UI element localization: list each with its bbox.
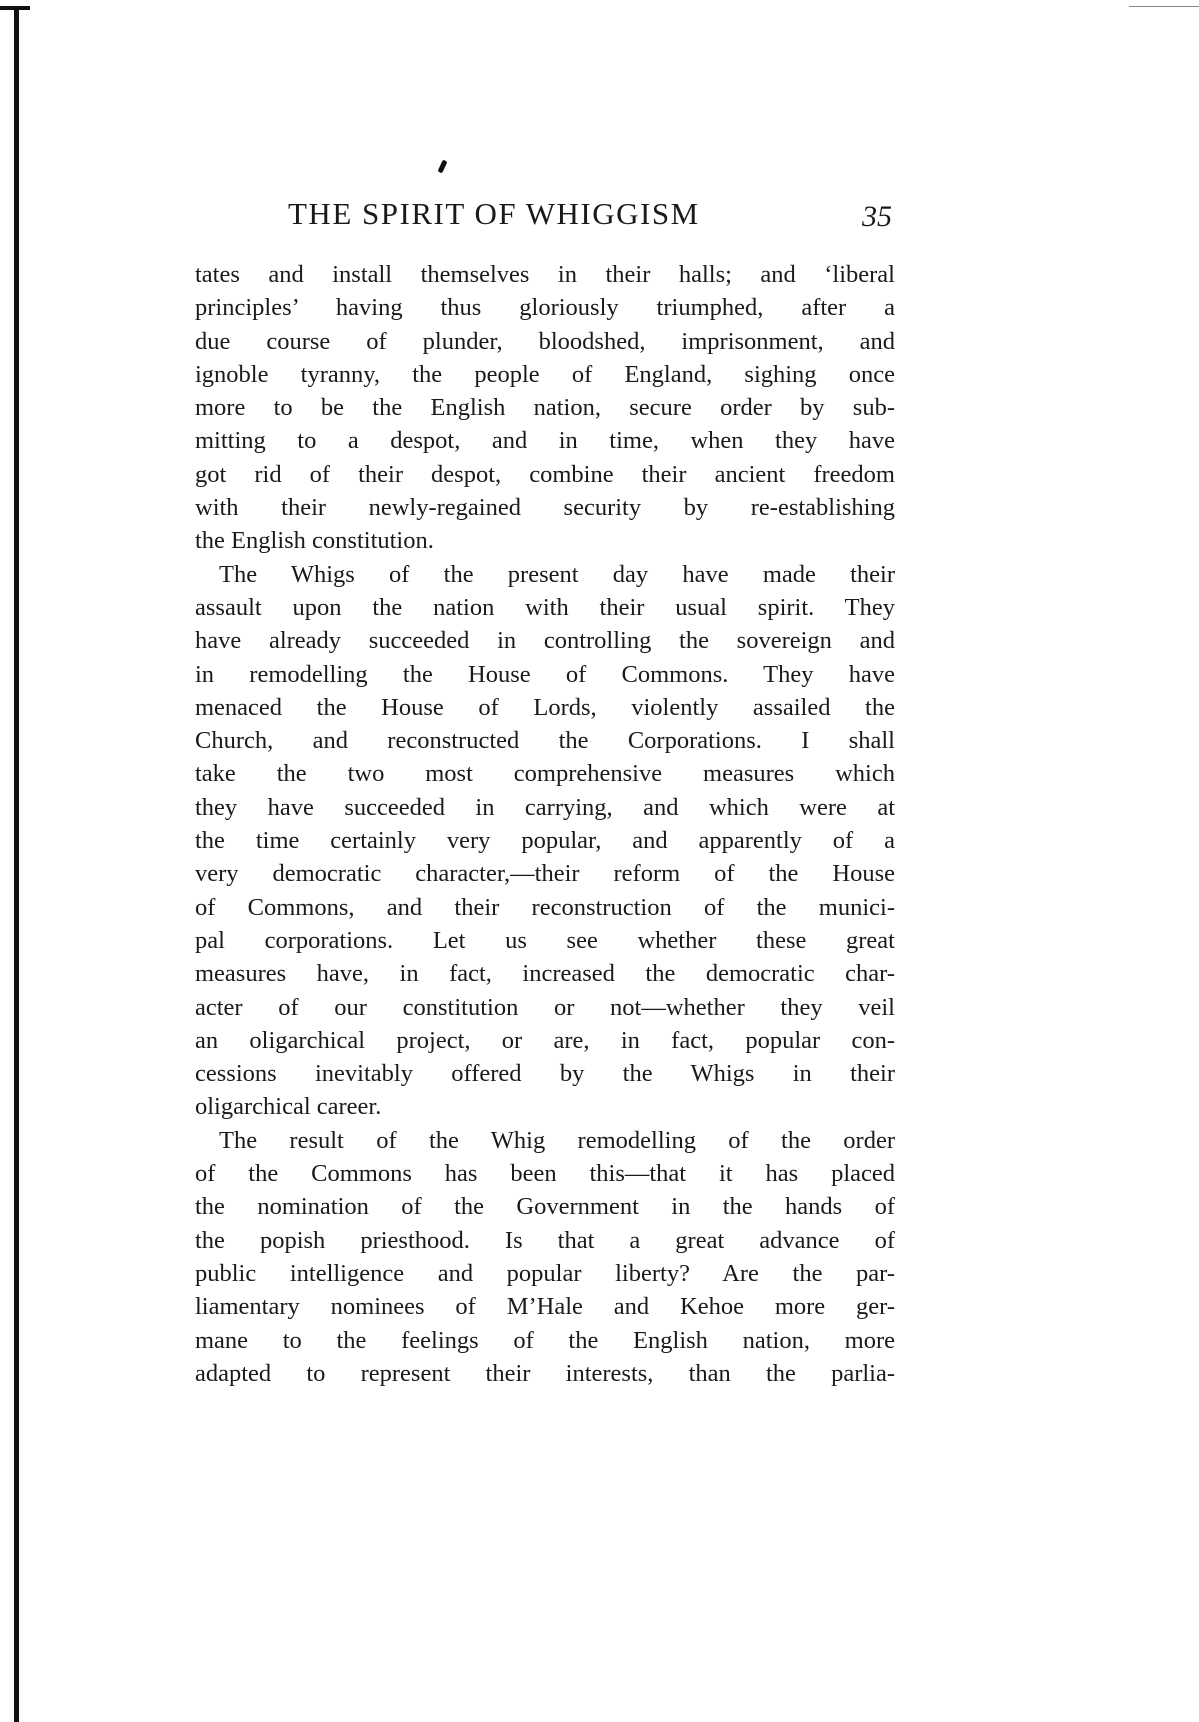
text-line: Church, and reconstructed the Corporations. I shall bbox=[195, 727, 895, 755]
text-line: with their newly-regained security by re-establishing bbox=[195, 494, 895, 522]
text-line: of Commons, and their reconstruction of the munici- bbox=[195, 893, 895, 921]
page-number: 35 bbox=[862, 200, 892, 233]
text-line: ignoble tyranny, the people of England, sighing once bbox=[195, 360, 895, 388]
text-line: tates and install themselves in their halls; and ‘liberal bbox=[195, 261, 895, 288]
text-line: liamentary nominees of M’Hale and Kehoe more ger- bbox=[195, 1293, 895, 1321]
scan-edge-line bbox=[1129, 6, 1199, 7]
body-text bbox=[195, 258, 895, 1390]
text-line: The result of the Whig remodelling of the order bbox=[219, 1126, 895, 1154]
running-header: THE SPIRIT OF WHIGGISM bbox=[288, 196, 700, 231]
text-line: very democratic character,—their reform of the House bbox=[195, 860, 895, 888]
text-line: take the two most comprehensive measures which bbox=[195, 760, 895, 788]
text-line: in remodelling the House of Commons. They have bbox=[195, 660, 895, 688]
text-line: more to be the English nation, secure order by sub- bbox=[195, 394, 895, 422]
binding-edge-top bbox=[0, 6, 30, 10]
ink-mark bbox=[437, 160, 447, 174]
text-line: they have succeeded in carrying, and which were at bbox=[195, 793, 895, 821]
text-line: acter of our constitution or not—whether they veil bbox=[195, 993, 895, 1021]
text-line: have already succeeded in controlling the sovereign and bbox=[195, 627, 895, 655]
text-line: assault upon the nation with their usual spirit. They bbox=[195, 593, 895, 621]
text-line: menaced the House of Lords, violently assailed the bbox=[195, 693, 895, 721]
binding-edge bbox=[14, 8, 19, 1722]
text-line: oligarchical career. bbox=[195, 1093, 382, 1121]
text-line: mitting to a despot, and in time, when they have bbox=[195, 427, 895, 455]
text-line: public intelligence and popular liberty? Are the par- bbox=[195, 1259, 895, 1287]
text-line: the popish priesthood. Is that a great advance of bbox=[195, 1226, 895, 1254]
text-line: principles’ having thus gloriously triumphed, after a bbox=[195, 294, 895, 322]
text-line: measures have, in fact, increased the democratic char- bbox=[195, 960, 895, 988]
text-line: pal corporations. Let us see whether these great bbox=[195, 926, 895, 954]
text-line: adapted to represent their interests, than the parlia- bbox=[195, 1359, 895, 1387]
text-line: the English constitution. bbox=[195, 527, 434, 555]
text-line: mane to the feelings of the English nation, more bbox=[195, 1326, 895, 1354]
text-line: the time certainly very popular, and apparently of a bbox=[195, 827, 895, 855]
text-line: The Whigs of the present day have made their bbox=[219, 560, 895, 588]
text-line: due course of plunder, bloodshed, imprisonment, and bbox=[195, 327, 895, 355]
text-line: cessions inevitably offered by the Whigs in their bbox=[195, 1060, 895, 1088]
text-line: an oligarchical project, or are, in fact, popular con- bbox=[195, 1026, 895, 1054]
text-line: the nomination of the Government in the hands of bbox=[195, 1193, 895, 1221]
text-line: got rid of their despot, combine their ancient freedom bbox=[195, 460, 895, 488]
text-line: of the Commons has been this—that it has placed bbox=[195, 1160, 895, 1188]
